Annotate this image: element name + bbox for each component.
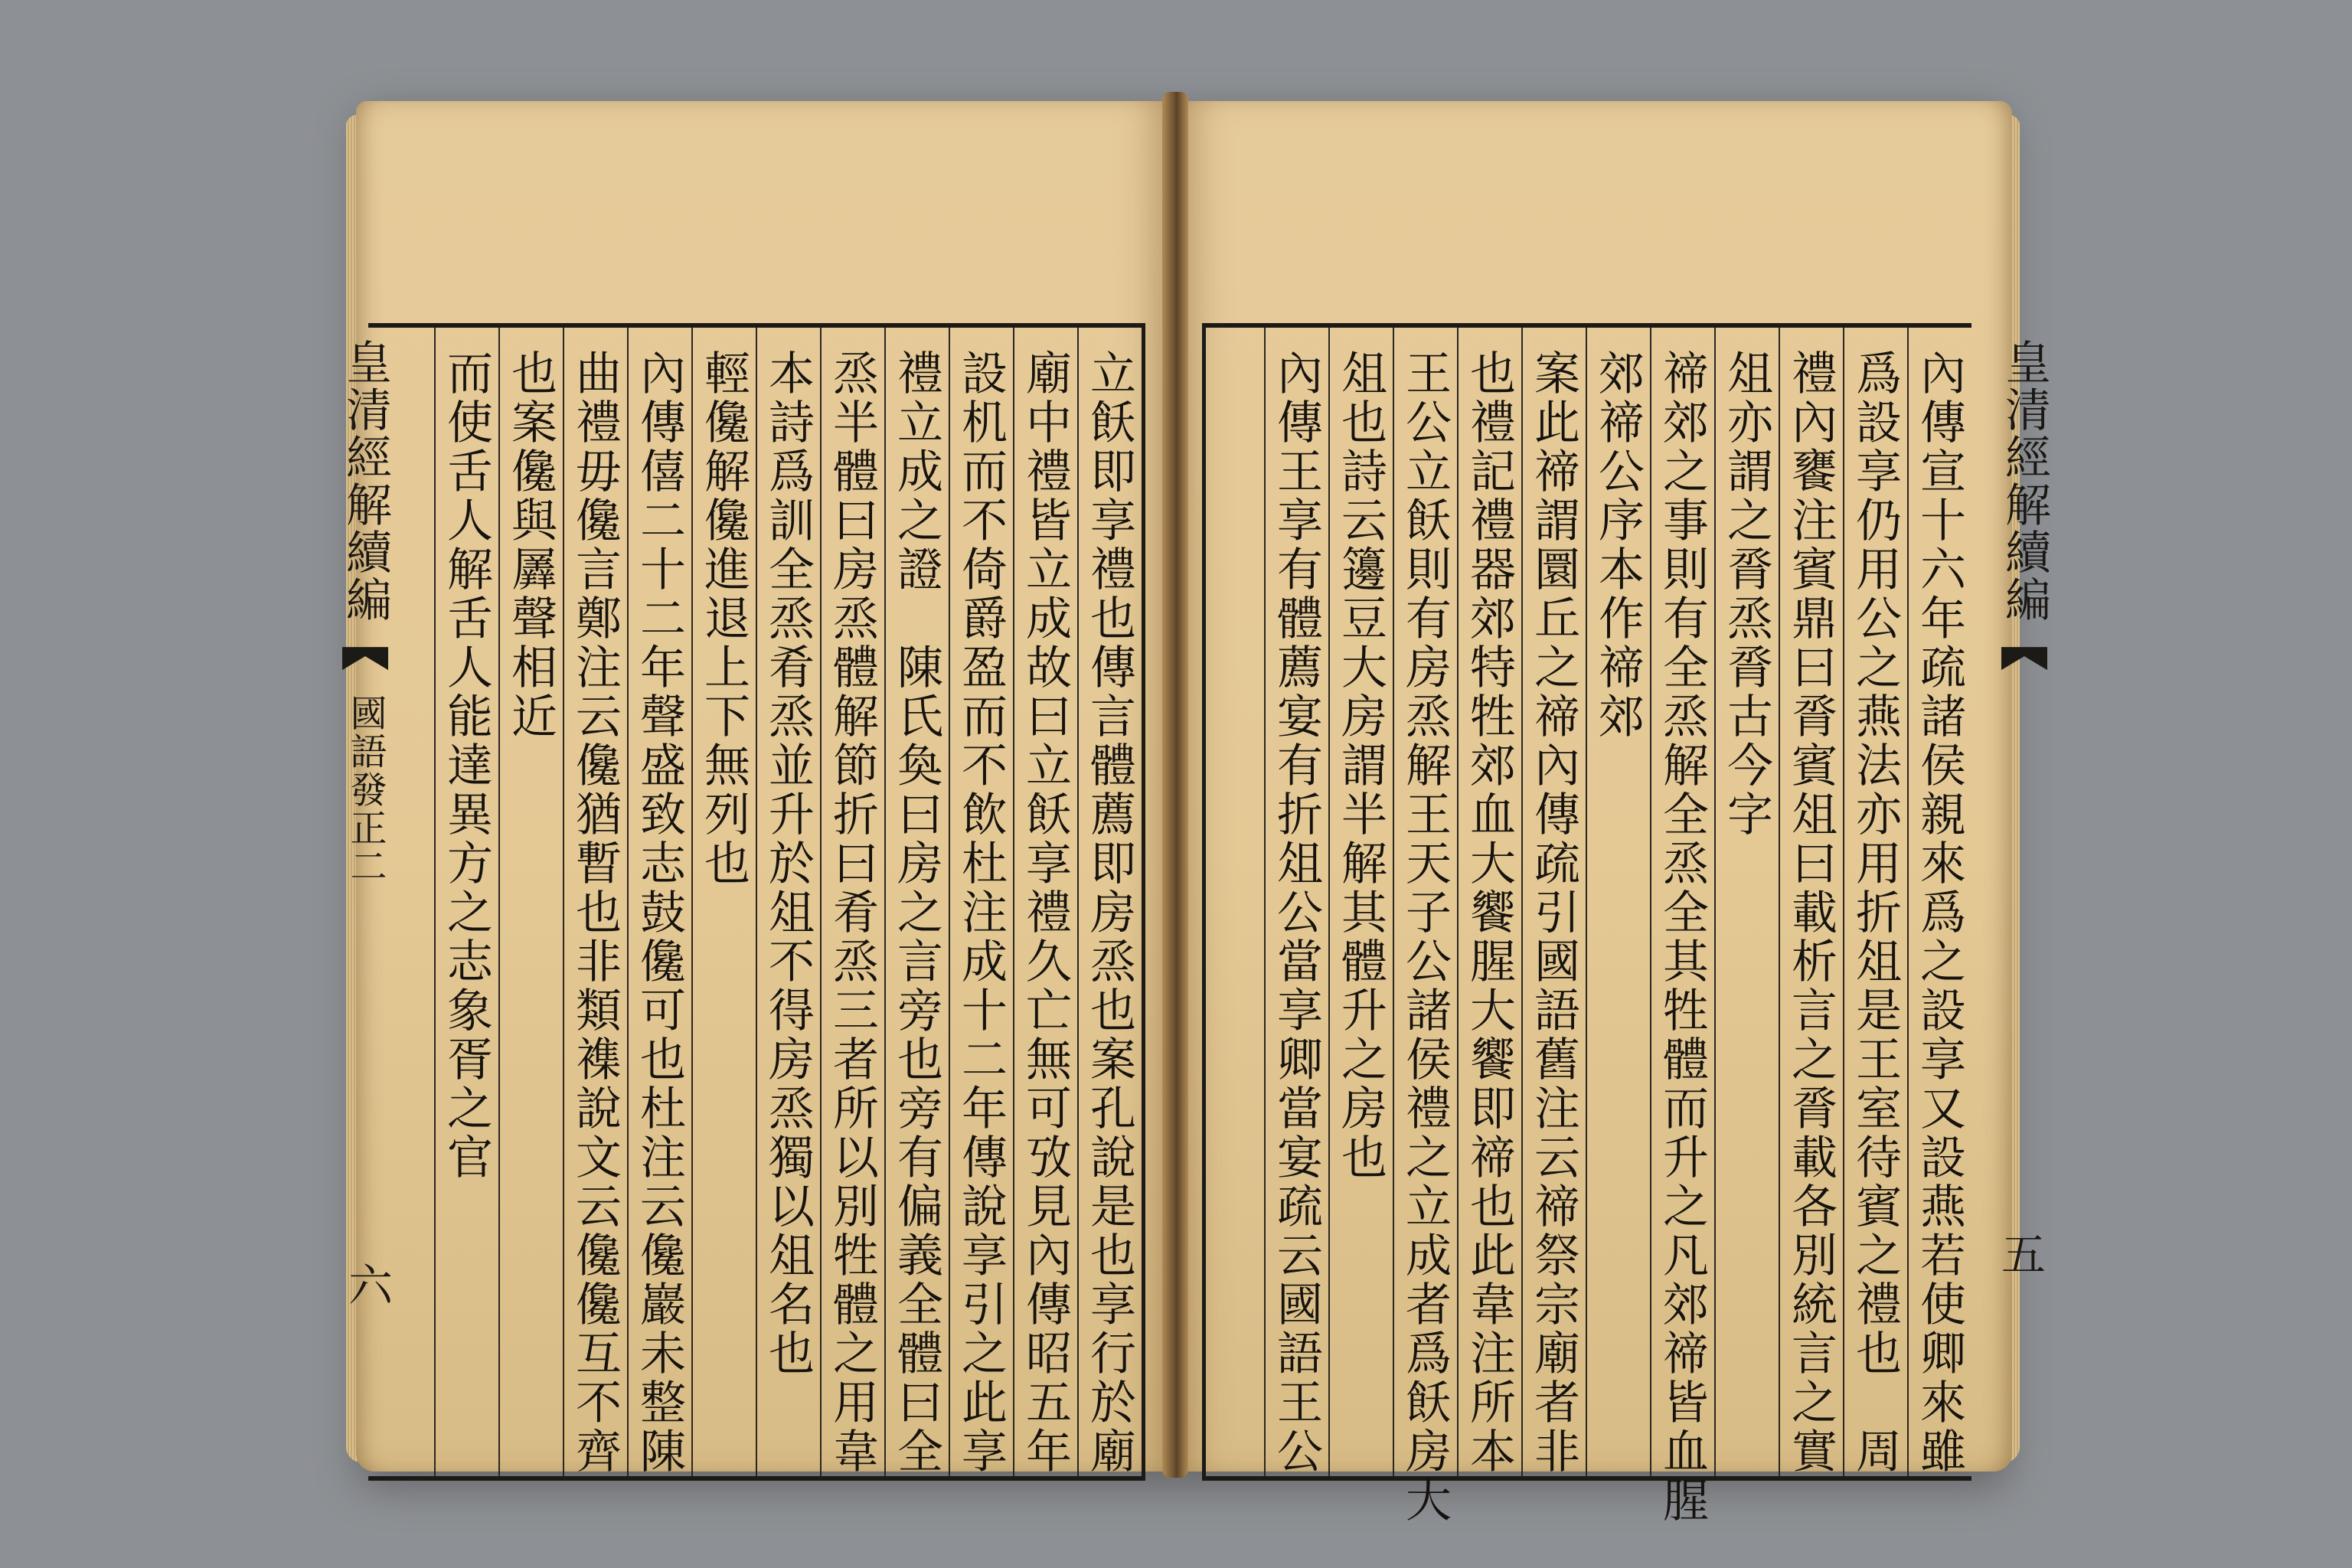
- text-column: 曲禮毋儳言鄭注云儳猶暫也非類襍說文云儳儳互不齊: [563, 328, 627, 1476]
- text-column: 俎也詩云籩豆大房謂半解其體升之房也: [1328, 328, 1393, 1476]
- right-page-number: 五: [2001, 1229, 2046, 1281]
- text-column: 郊禘公序本作禘郊: [1586, 328, 1650, 1476]
- text-column: 廟中禮皆立成故曰立飫享禮久亡無可攷見內傳昭五年: [1013, 328, 1077, 1476]
- left-banxin-title: 皇清經解續編: [338, 338, 392, 623]
- text-column: 爲設享仍用公之燕法亦用折俎是王室待賓之禮也 周: [1843, 328, 1907, 1476]
- right-page: [1178, 101, 2051, 1525]
- text-column: 也禮記禮器郊特牲郊血大饗腥大饗即禘也此韋注所本: [1457, 328, 1521, 1476]
- text-column: 內傳宣十六年疏諸侯親來爲之設享又設燕若使卿來雖: [1907, 328, 1971, 1476]
- fish-tail-mark-icon: [342, 647, 388, 670]
- book-spine-gutter: [1162, 92, 1188, 1478]
- left-text-columns: [368, 328, 1142, 1476]
- left-text-frame: [368, 323, 1145, 1481]
- text-column: 輕儳解儳進退上下無列也: [691, 328, 756, 1476]
- text-column: 內傳僖二十二年聲盛致志鼓儳可也杜注云儳巖未整陳: [627, 328, 691, 1476]
- right-text-frame: [1202, 323, 1971, 1525]
- text-column: 禮立成之證 陳氏奐曰房之言旁也旁有偏義全體曰全: [884, 328, 949, 1476]
- text-column: 立飫即享禮也傳言體薦即房烝也案孔說是也享行於廟: [1077, 328, 1142, 1476]
- fish-tail-mark-icon: [2001, 647, 2047, 670]
- text-column: 王公立飫則有房烝解王天子公諸侯禮之立成者爲飫房大: [1393, 328, 1457, 1476]
- text-column: 案此禘謂圜丘之禘內傳疏引國語舊注云禘祭宗廟者非: [1521, 328, 1586, 1476]
- text-column: 設机而不倚爵盈而不飲杜注成十二年傳說享引之此享: [949, 328, 1013, 1476]
- text-column: 禘郊之事則有全烝解全烝全其牲體而升之凡郊禘皆血腥: [1650, 328, 1714, 1476]
- text-column: 烝半體曰房烝體解節折曰肴烝三者所以別牲體之用韋: [820, 328, 884, 1476]
- text-column: 而使舌人解舌人能達異方之志象胥之官: [434, 328, 498, 1476]
- right-banxin: [1988, 323, 2061, 1472]
- left-banxin-subtitle: 國語發正二: [344, 694, 387, 886]
- right-text-columns: [1206, 328, 1971, 1525]
- text-column: 內傳王享有體薦宴有折俎公當享卿當宴疏云國語王公: [1264, 328, 1328, 1476]
- left-page-number: 六: [348, 1259, 394, 1312]
- text-column: 俎亦謂之脀烝脀古今字: [1714, 328, 1779, 1476]
- text-column: 也案儳與羼聲相近: [498, 328, 563, 1476]
- text-column: 本詩爲訓全烝肴烝並升於俎不得房烝獨以俎名也: [756, 328, 820, 1476]
- text-column: 禮內饔注賓鼎曰脀賓俎曰載析言之脀載各別統言之實: [1779, 328, 1843, 1476]
- right-banxin-title: 皇清經解續編: [1998, 338, 2051, 623]
- left-page: [338, 101, 1171, 1476]
